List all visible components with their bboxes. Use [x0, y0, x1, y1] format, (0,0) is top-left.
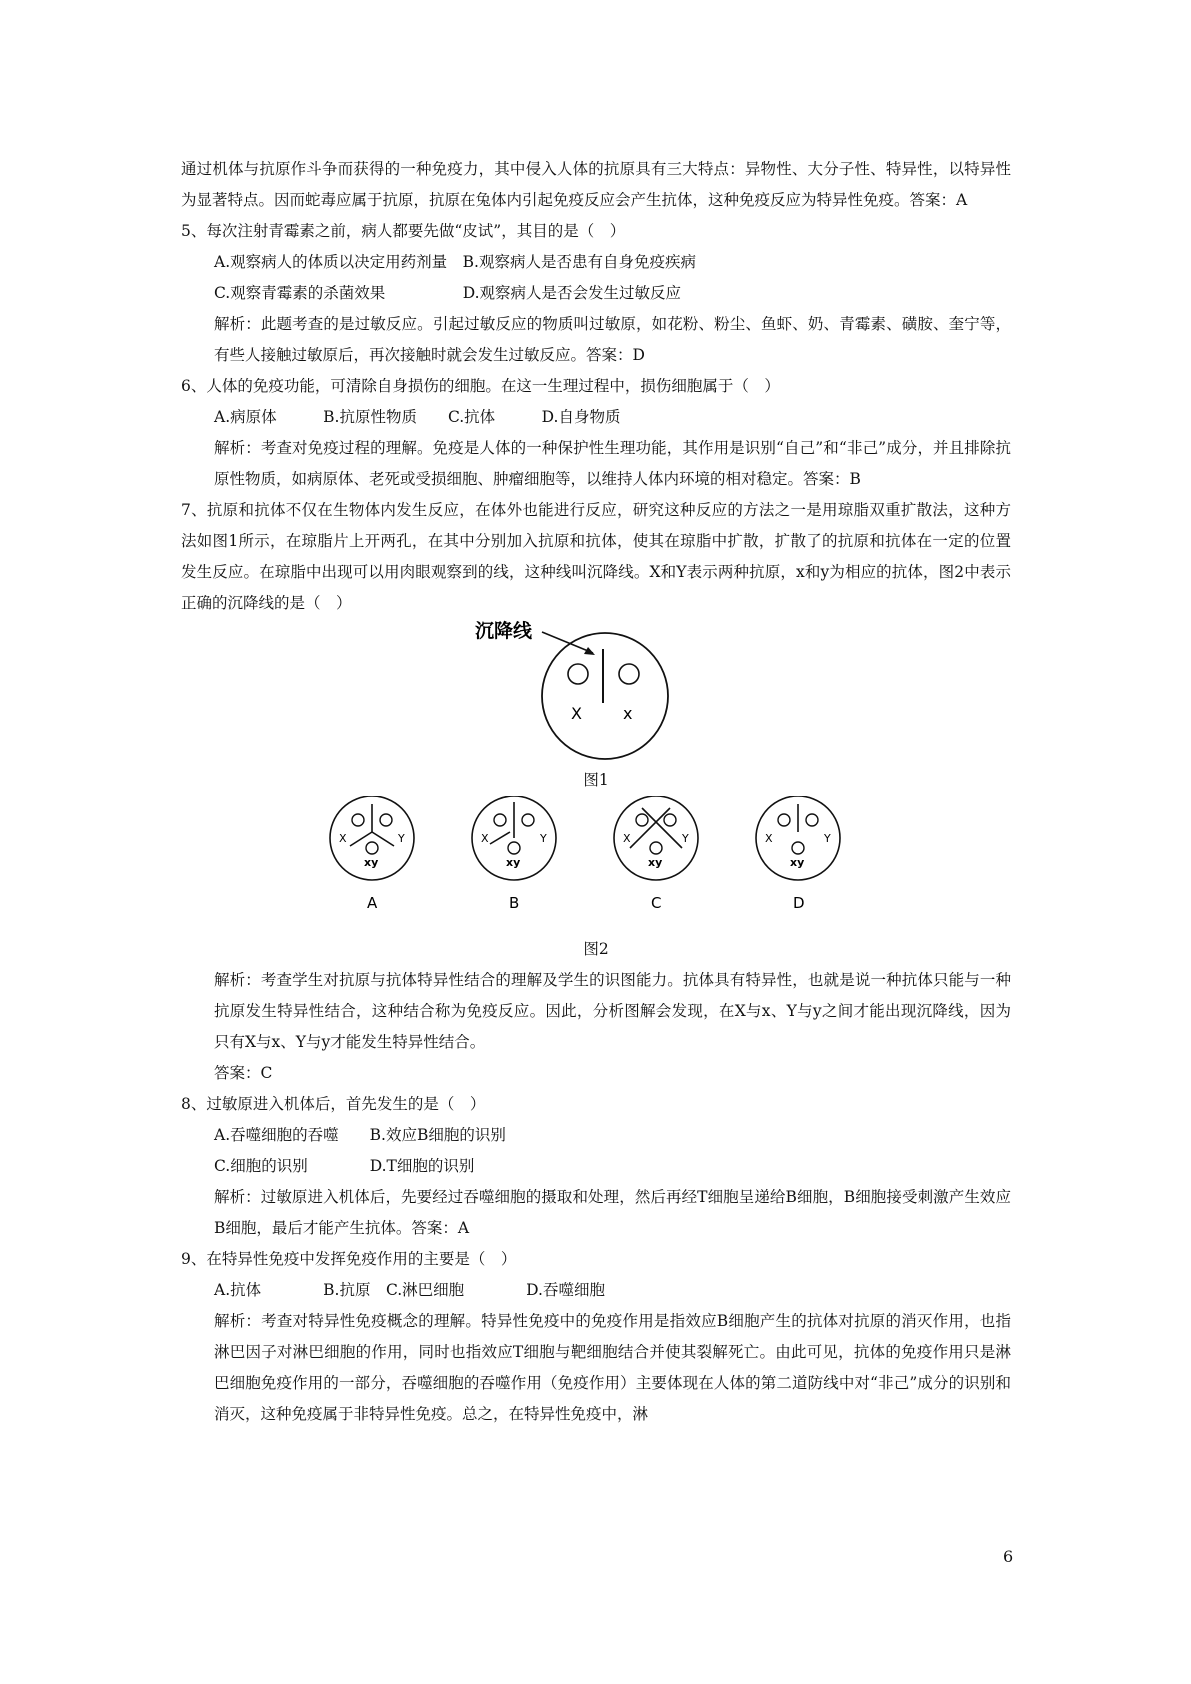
panel-d-right: Y — [824, 832, 831, 845]
question-8-options-1: A.吞噬细胞的吞噬 B.效应B细胞的识别 — [214, 1126, 506, 1144]
question-6-analysis: 解析：考查对免疫过程的理解。免疫是人体的一种保护性生理功能，其作用是识别“自己”和“非己”成分，并且排除抗原性物质，如病原体、老死或受损细胞、肿瘤细胞等，以维持人体内环境的相对稳定。答案：B — [214, 439, 1011, 488]
question-7-analysis: 解析：考查学生对抗原与抗体特异性结合的理解及学生的识图能力。抗体具有特异性，也就是说一种抗体只能与一种抗原发生特异性结合，这种结合称为免疫反应。因此，分析图解会发现，在X与x、Y与y之间才能出现沉降线，因为只有X与x、Y与y才能发生特异性结合。 — [214, 971, 1011, 1051]
well-right — [619, 664, 639, 684]
figure-1-caption: 图1 — [583, 771, 609, 789]
panel-a-letter: A — [367, 894, 378, 912]
panel-a-right: Y — [398, 832, 405, 845]
question-5: 5、每次注射青霉素之前，病人都要先做“皮试”，其目的是（ ） — [181, 222, 626, 240]
figure-1-right-label: x — [623, 704, 633, 723]
panel-d-letter: D — [793, 894, 805, 912]
panel-b-bottom: xy — [506, 856, 521, 869]
agar-plate — [542, 633, 668, 759]
well-left — [568, 664, 588, 684]
body-text — [181, 154, 1011, 1430]
question-7-answer: 答案：C — [214, 1064, 273, 1082]
figure-1-diagram — [181, 619, 1011, 765]
figure-2 — [181, 796, 1011, 926]
figure-2-diagram — [181, 796, 1011, 926]
question-5-analysis: 解析：此题考查的是过敏反应。引起过敏反应的物质叫过敏原，如花粉、粉尘、鱼虾、奶、青霉素、磺胺、奎宁等，有些人接触过敏原后，再次接触时就会发生过敏反应。答案：D — [214, 315, 1011, 364]
question-7: 7、抗原和抗体不仅在生物体内发生反应，在体外也能进行反应，研究这种反应的方法之一是用琼脂双重扩散法，这种方法如图1所示，在琼脂片上开两孔，在其中分别加入抗原和抗体，使其在琼脂中扩散，扩散了的抗原和抗体在一定的位置发生反应。在琼脂中出现可以用肉眼观察到的线，这种线叫沉降线。X和Y表示两种抗原，x和y为相应的抗体，图2中表示正确的沉降线的是（ ） — [181, 501, 1011, 612]
panel-b-left: X — [481, 832, 489, 845]
question-9: 9、在特异性免疫中发挥免疫作用的主要是（ ） — [181, 1250, 517, 1268]
panel-c-right: Y — [682, 832, 689, 845]
panel-b-letter: B — [509, 894, 520, 912]
paragraph-continued: 通过机体与抗原作斗争而获得的一种免疫力，其中侵入人体的抗原具有三大特点：异物性、大分子性、特异性，以特异性为显著特点。因而蛇毒应属于抗原，抗原在兔体内引起免疫反应会产生抗体，这种免疫反应为特异性免疫。答案：A — [181, 160, 1011, 209]
question-6: 6、人体的免疫功能，可清除自身损伤的细胞。在这一生理过程中，损伤细胞属于（ ） — [181, 377, 780, 395]
question-8: 8、过敏原进入机体后，首先发生的是（ ） — [181, 1095, 486, 1113]
panel-c-letter: C — [651, 894, 662, 912]
panel-a-left: X — [339, 832, 347, 845]
panel-d-bottom: xy — [790, 856, 805, 869]
panel-d — [756, 796, 840, 912]
question-5-options-1: A.观察病人的体质以决定用药剂量 B.观察病人是否患有自身免疫疾病 — [214, 253, 696, 271]
arrow-head — [584, 647, 595, 655]
figure-1-left-label: X — [571, 704, 582, 723]
panel-c — [614, 796, 698, 912]
page-number: 6 — [1003, 1547, 1014, 1566]
question-9-analysis: 解析：考查对特异性免疫概念的理解。特异性免疫中的免疫作用是指效应B细胞产生的抗体对抗原的消灭作用，也指淋巴因子对淋巴细胞的作用，同时也指效应T细胞与靶细胞结合并使其裂解死亡。由此可见，抗体的免疫作用只是淋巴细胞免疫作用的一部分，吞噬细胞的吞噬作用（免疫作用）主要体现在人体的第二道防线中对“非己”成分的识别和消灭，这种免疫属于非特异性免疫。总之，在特异性免疫中，淋 — [214, 1312, 1011, 1423]
panel-b-right: Y — [540, 832, 547, 845]
panel-c-left: X — [623, 832, 631, 845]
panel-d-left: X — [765, 832, 773, 845]
question-8-analysis: 解析：过敏原进入机体后，先要经过吞噬细胞的摄取和处理，然后再经T细胞呈递给B细胞，B细胞接受刺激产生效应B细胞，最后才能产生抗体。答案：A — [214, 1188, 1011, 1237]
question-5-options-2: C.观察青霉素的杀菌效果 D.观察病人是否会发生过敏反应 — [214, 284, 682, 302]
panel-a — [330, 796, 414, 912]
figure-1 — [181, 619, 1011, 765]
figure-1-label: 沉降线 — [475, 620, 533, 642]
figure-2-caption: 图2 — [583, 940, 609, 958]
panel-b — [472, 796, 556, 912]
question-8-options-2: C.细胞的识别 D.T细胞的识别 — [214, 1157, 475, 1175]
panel-a-bottom: xy — [364, 856, 379, 869]
panel-c-bottom: xy — [648, 856, 663, 869]
question-6-options: A.病原体 B.抗原性物质 C.抗体 D.自身物质 — [214, 408, 621, 426]
question-9-options: A.抗体 B.抗原 C.淋巴细胞 D.吞噬细胞 — [214, 1281, 605, 1299]
label-arrow — [542, 632, 593, 653]
